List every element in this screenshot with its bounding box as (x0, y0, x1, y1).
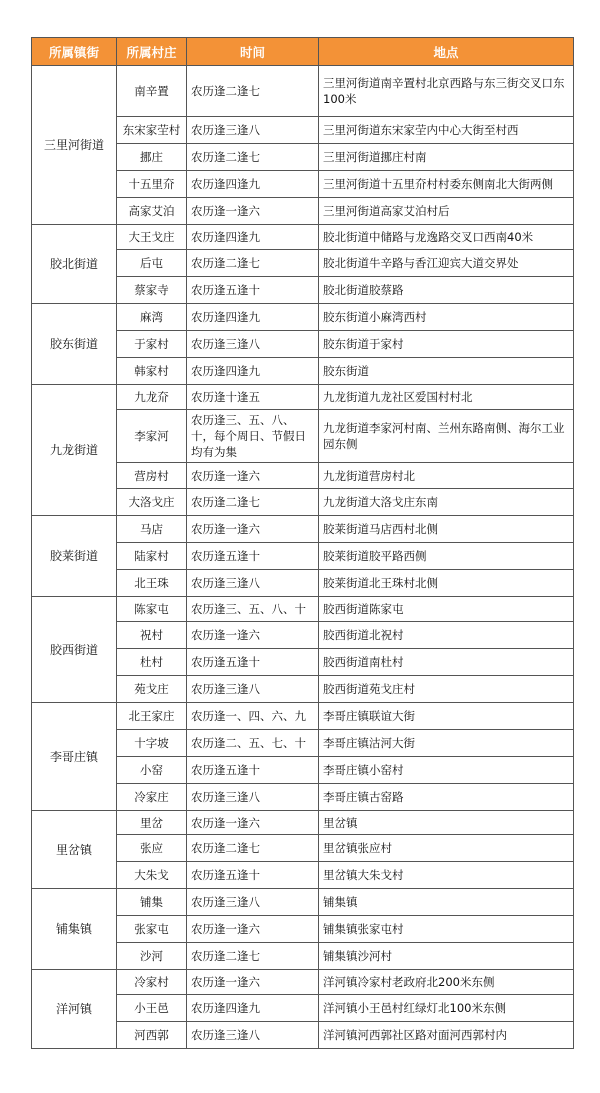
table-row (32, 597, 574, 622)
place-cell: 铺集镇张家屯村 (319, 916, 574, 943)
place-cell: 三里河街道高家艾泊村后 (319, 198, 574, 225)
time-cell: 农历逢三逢八 (187, 331, 319, 358)
place-cell: 胶北街道胶蔡路 (319, 277, 574, 304)
header-place: 地点 (319, 38, 574, 66)
header-village: 所属村庄 (117, 38, 187, 66)
time-cell: 农历逢四逢九 (187, 225, 319, 250)
place-cell: 铺集镇沙河村 (319, 943, 574, 970)
table-row (32, 516, 574, 543)
town-cell: 胶莱街道 (32, 516, 117, 597)
town-cell: 胶西街道 (32, 597, 117, 703)
place-cell: 胶莱街道胶平路西侧 (319, 543, 574, 570)
place-cell: 李哥庄镇小窑村 (319, 757, 574, 784)
village-cell: 小王邑 (117, 995, 187, 1022)
time-cell: 农历逢一、四、六、九 (187, 703, 319, 730)
place-cell: 里岔镇 (319, 811, 574, 835)
time-cell: 农历逢一逢六 (187, 463, 319, 489)
town-cell: 李哥庄镇 (32, 703, 117, 811)
village-cell: 大洛戈庄 (117, 489, 187, 516)
time-cell: 农历逢二逢七 (187, 943, 319, 970)
village-cell: 张应 (117, 835, 187, 862)
village-cell: 陆家村 (117, 543, 187, 570)
place-cell: 李哥庄镇古窑路 (319, 784, 574, 811)
village-cell: 祝村 (117, 622, 187, 649)
time-cell: 农历逢二、五、七、十 (187, 730, 319, 757)
time-cell: 农历逢三逢八 (187, 1022, 319, 1049)
time-cell: 农历逢三、五、八、十，每个周日、节假日均有为集 (187, 410, 319, 463)
village-cell: 李家河 (117, 410, 187, 463)
place-cell: 胶西街道北祝村 (319, 622, 574, 649)
village-cell: 小窑 (117, 757, 187, 784)
village-cell: 大朱戈 (117, 862, 187, 889)
town-cell: 九龙街道 (32, 385, 117, 516)
time-cell: 农历逢一逢六 (187, 622, 319, 649)
place-cell: 九龙街道李家河村南、兰州东路南侧、海尔工业园东侧 (319, 410, 574, 463)
village-cell: 营房村 (117, 463, 187, 489)
town-cell: 胶北街道 (32, 225, 117, 304)
village-cell: 九龙夼 (117, 385, 187, 410)
time-cell: 农历逢三逢八 (187, 117, 319, 144)
place-cell: 九龙街道营房村北 (319, 463, 574, 489)
time-cell: 农历逢四逢九 (187, 995, 319, 1022)
time-cell: 农历逢四逢九 (187, 304, 319, 331)
place-cell: 胶西街道陈家屯 (319, 597, 574, 622)
village-cell: 冷家村 (117, 970, 187, 995)
time-cell: 农历逢五逢十 (187, 757, 319, 784)
table-row (32, 889, 574, 916)
time-cell: 农历逢三、五、八、十 (187, 597, 319, 622)
time-cell: 农历逢一逢六 (187, 516, 319, 543)
place-cell: 李哥庄镇沽河大街 (319, 730, 574, 757)
place-cell: 胶东街道于家村 (319, 331, 574, 358)
time-cell: 农历逢四逢九 (187, 358, 319, 385)
time-cell: 农历逢十逢五 (187, 385, 319, 410)
village-cell: 挪庄 (117, 144, 187, 171)
village-cell: 南辛置 (117, 66, 187, 117)
time-cell: 农历逢三逢八 (187, 676, 319, 703)
header-time: 时间 (187, 38, 319, 66)
time-cell: 农历逢二逢七 (187, 250, 319, 277)
village-cell: 麻湾 (117, 304, 187, 331)
time-cell: 农历逢三逢八 (187, 784, 319, 811)
place-cell: 胶莱街道北王珠村北侧 (319, 570, 574, 597)
place-cell: 铺集镇 (319, 889, 574, 916)
table-row (32, 811, 574, 835)
time-cell: 农历逢三逢八 (187, 889, 319, 916)
place-cell: 胶东街道 (319, 358, 574, 385)
table-row (32, 385, 574, 410)
table-row (32, 970, 574, 995)
village-cell: 铺集 (117, 889, 187, 916)
place-cell: 三里河街道十五里夼村村委东侧南北大街两侧 (319, 171, 574, 198)
time-cell: 农历逢二逢七 (187, 835, 319, 862)
place-cell: 里岔镇张应村 (319, 835, 574, 862)
village-cell: 张家屯 (117, 916, 187, 943)
time-cell: 农历逢一逢六 (187, 198, 319, 225)
table-row (32, 304, 574, 331)
village-cell: 陈家屯 (117, 597, 187, 622)
place-cell: 胶北街道牛辛路与香江迎宾大道交界处 (319, 250, 574, 277)
place-cell: 三里河街道挪庄村南 (319, 144, 574, 171)
village-cell: 蔡家寺 (117, 277, 187, 304)
table-header-row (32, 38, 574, 66)
time-cell: 农历逢二逢七 (187, 489, 319, 516)
table-row (32, 225, 574, 250)
village-cell: 十字坡 (117, 730, 187, 757)
village-cell: 东宋家茔村 (117, 117, 187, 144)
time-cell: 农历逢三逢八 (187, 570, 319, 597)
time-cell: 农历逢五逢十 (187, 277, 319, 304)
town-cell: 铺集镇 (32, 889, 117, 970)
time-cell: 农历逢一逢六 (187, 811, 319, 835)
town-cell: 洋河镇 (32, 970, 117, 1049)
town-cell: 三里河街道 (32, 66, 117, 225)
table-body (32, 66, 574, 1049)
place-cell: 李哥庄镇联谊大街 (319, 703, 574, 730)
place-cell: 胶北街道中储路与龙逸路交叉口西南40米 (319, 225, 574, 250)
village-cell: 高家艾泊 (117, 198, 187, 225)
time-cell: 农历逢二逢七 (187, 144, 319, 171)
village-cell: 杜村 (117, 649, 187, 676)
town-cell: 胶东街道 (32, 304, 117, 385)
village-cell: 后屯 (117, 250, 187, 277)
time-cell: 农历逢二逢七 (187, 66, 319, 117)
place-cell: 胶莱街道马店西村北侧 (319, 516, 574, 543)
place-cell: 洋河镇小王邑村红绿灯北100米东侧 (319, 995, 574, 1022)
village-cell: 苑戈庄 (117, 676, 187, 703)
time-cell: 农历逢五逢十 (187, 862, 319, 889)
table-row (32, 703, 574, 730)
village-cell: 冷家庄 (117, 784, 187, 811)
time-cell: 农历逢一逢六 (187, 970, 319, 995)
place-cell: 三里河街道东宋家茔内中心大街至村西 (319, 117, 574, 144)
place-cell: 洋河镇冷家村老政府北200米东侧 (319, 970, 574, 995)
place-cell: 三里河街道南辛置村北京西路与东三街交叉口东100米 (319, 66, 574, 117)
time-cell: 农历逢一逢六 (187, 916, 319, 943)
village-cell: 马店 (117, 516, 187, 543)
place-cell: 胶西街道南杜村 (319, 649, 574, 676)
place-cell: 洋河镇河西郭社区路对面河西郭村内 (319, 1022, 574, 1049)
table-row (32, 66, 574, 117)
time-cell: 农历逢五逢十 (187, 543, 319, 570)
village-cell: 河西郭 (117, 1022, 187, 1049)
time-cell: 农历逢五逢十 (187, 649, 319, 676)
place-cell: 九龙街道九龙社区爱国村村北 (319, 385, 574, 410)
time-cell: 农历逢四逢九 (187, 171, 319, 198)
town-cell: 里岔镇 (32, 811, 117, 889)
village-cell: 北王家庄 (117, 703, 187, 730)
header-town: 所属镇街 (32, 38, 117, 66)
place-cell: 里岔镇大朱戈村 (319, 862, 574, 889)
village-cell: 于家村 (117, 331, 187, 358)
place-cell: 胶西街道苑戈庄村 (319, 676, 574, 703)
place-cell: 胶东街道小麻湾西村 (319, 304, 574, 331)
village-cell: 十五里夼 (117, 171, 187, 198)
village-cell: 大王戈庄 (117, 225, 187, 250)
village-cell: 里岔 (117, 811, 187, 835)
village-cell: 沙河 (117, 943, 187, 970)
market-schedule-table (31, 37, 574, 1049)
village-cell: 北王珠 (117, 570, 187, 597)
place-cell: 九龙街道大洛戈庄东南 (319, 489, 574, 516)
village-cell: 韩家村 (117, 358, 187, 385)
